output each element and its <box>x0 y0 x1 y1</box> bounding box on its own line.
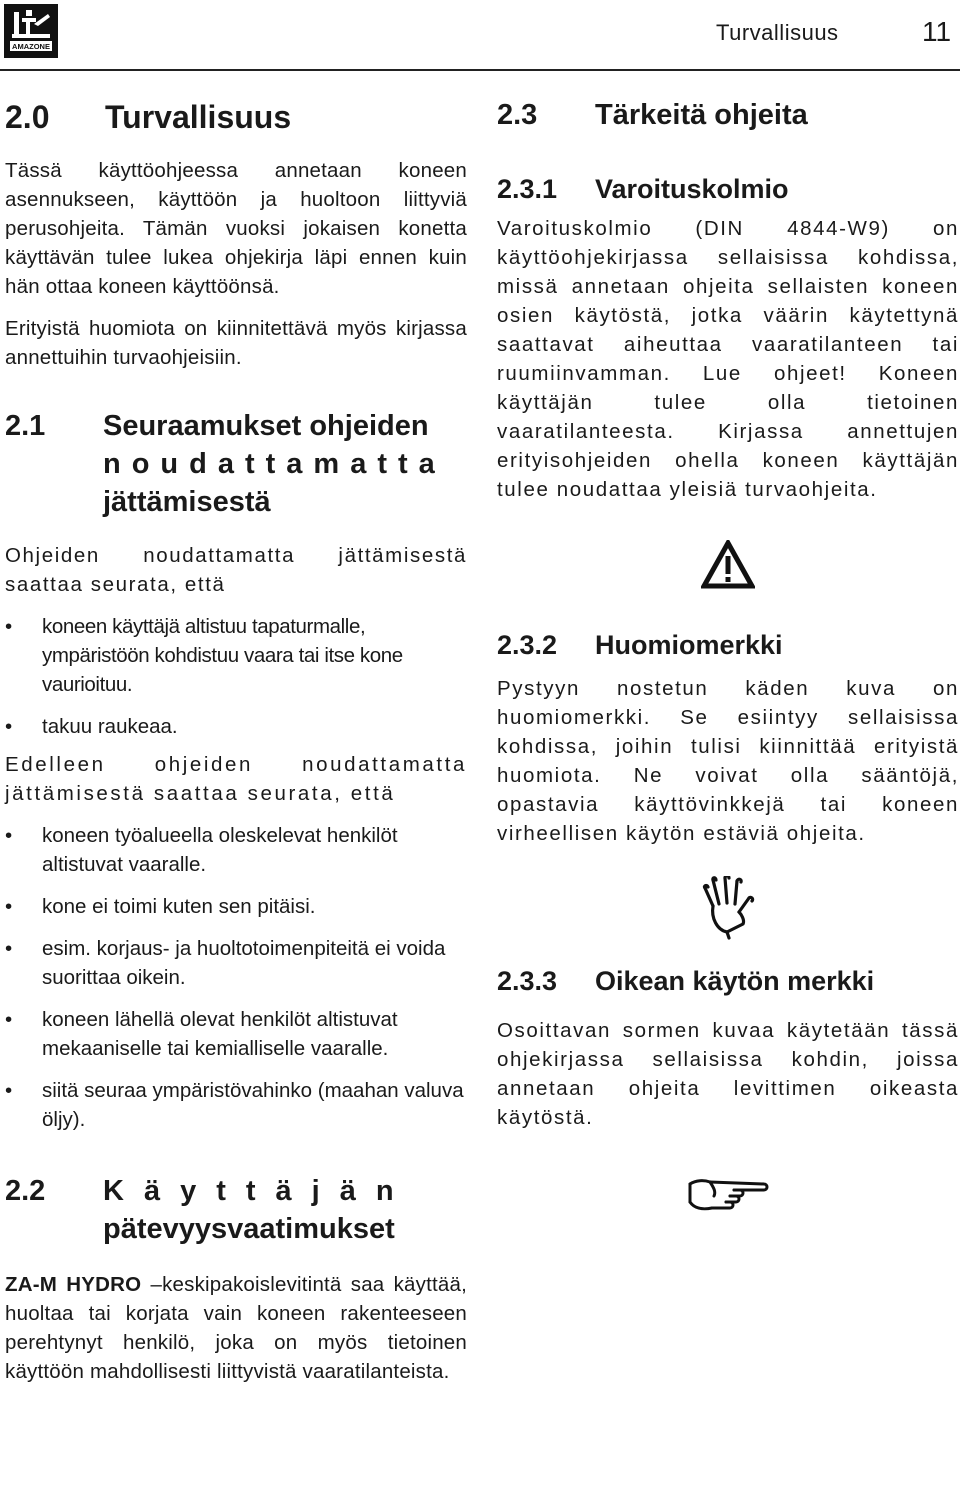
paragraph-2-3-3: Osoittavan sormen kuvaa käytetään tässä ohjekirjassa sellaisissa kohdin, joissa annetaan ohjeita levittimen oikeasta käytöstä. <box>497 1019 959 1129</box>
list-item: • koneen lähellä olevat henkilöt altistuvat mekaaniselle tai kemialliselle vaaralle. <box>5 1008 398 1060</box>
pointing-finger-icon <box>497 1174 959 1218</box>
product-name: ZA-M HYDRO <box>5 1273 142 1296</box>
list-item: • koneen työalueella oleskelevat henkilöt altistuvat vaaralle. <box>5 824 398 876</box>
list-item: • takuu raukeaa. <box>5 715 178 738</box>
amazone-logo-icon <box>4 4 58 58</box>
paragraph-2-2: ZA-M HYDRO –keskipakoislevitintä saa käyttää, huoltaa tai korjata vain koneen rakenteeseen perehtynyt henkilö, joka on myös tietoinen käyttöön mahdollisesti liittyvistä vaaratilanteista. <box>5 1273 467 1383</box>
heading-2-3-2: 2.3.2 Huomiomerkki <box>497 630 783 660</box>
heading-2-3: 2.3 Tärkeitä ohjeita <box>497 99 808 131</box>
raised-hand-icon <box>497 876 959 940</box>
svg-text:AMAZONE: AMAZONE <box>12 42 50 51</box>
bullet-list-1 <box>5 612 467 741</box>
paragraph-2-1: Ohjeiden noudattamatta jättämisestä saattaa seurata, että <box>5 544 467 596</box>
list-item: • kone ei toimi kuten sen pitäisi. <box>5 895 316 918</box>
paragraph-2-1b: Edelleen ohjeiden noudattamatta jättämisestä saattaa seurata, että <box>5 753 467 805</box>
page-number: 11 <box>922 16 952 47</box>
intro-paragraph-1: Tässä käyttöohjeessa annetaan koneen asennukseen, käyttöön ja huoltoon liittyviä perusohjeita. Tämän vuoksi jokaisen konetta käyttävän tulee lukea ohjekirja läpi ennen kuin hän ottaa koneen käyttöönsä. <box>5 159 467 298</box>
warning-triangle-icon <box>497 540 959 590</box>
running-header-title: Turvallisuus <box>716 20 839 45</box>
heading-2-3-3: 2.3.3 Oikean käytön merkki <box>497 966 875 996</box>
list-item: • koneen käyttäjä altistuu tapaturmalle, ympäristöön kohdistuu vaara tai itse kone vaurioituu. <box>5 615 403 696</box>
paragraph-2-3-1: Varoituskolmio (DIN 4844-W9) on käyttöohjekirjassa sellaisissa kohdissa, missä annetaan ohjeita sellaisten koneen osien käytöstä, jotka väärin käytettynä saattavat aiheuttaa vaaratilanteen tai ruumiinvamman. Lue ohjeet! Koneen käyttäjän tulee olla tietoinen vaaratilanteesta. Kirjassa annettujen erityisohjeiden ohella koneen käyttäjän tulee noudattaa yleisiä turvaohjeita. <box>497 217 959 501</box>
heading-2-3-1: 2.3.1 Varoituskolmio <box>497 174 789 204</box>
heading-2-0: 2.0 Turvallisuus <box>5 99 292 135</box>
paragraph-2-3-2: Pystyyn nostetun käden kuva on huomiomerkki. Se esiintyy sellaisissa kohdissa, joihin tulisi kiinnittää erityistä huomiota. Ne voivat olla sääntöjä, opastavia käyttövinkkejä tai koneen virheellisen käytön estäviä ohjeita. <box>497 677 959 845</box>
heading-2-2: 2.2 Käyttäjän pätevyysvaatimukset <box>5 1175 414 1245</box>
list-item: • esim. korjaus- ja huoltotoimenpiteitä ei voida suorittaa oikein. <box>5 937 446 989</box>
bullet-list-2 <box>5 821 467 1134</box>
list-item: • siitä seuraa ympäristövahinko (maahan valuva öljy). <box>5 1079 464 1131</box>
left-column <box>5 96 467 1386</box>
right-column <box>497 96 959 1218</box>
heading-2-1: 2.1 Seuraamukset ohjeiden noudattamatta jättämisestä <box>5 410 446 518</box>
intro-paragraph-2: Erityistä huomiota on kiinnitettävä myös kirjassa annettuihin turvaohjeisiin. <box>5 317 467 369</box>
header-rule <box>0 69 960 71</box>
